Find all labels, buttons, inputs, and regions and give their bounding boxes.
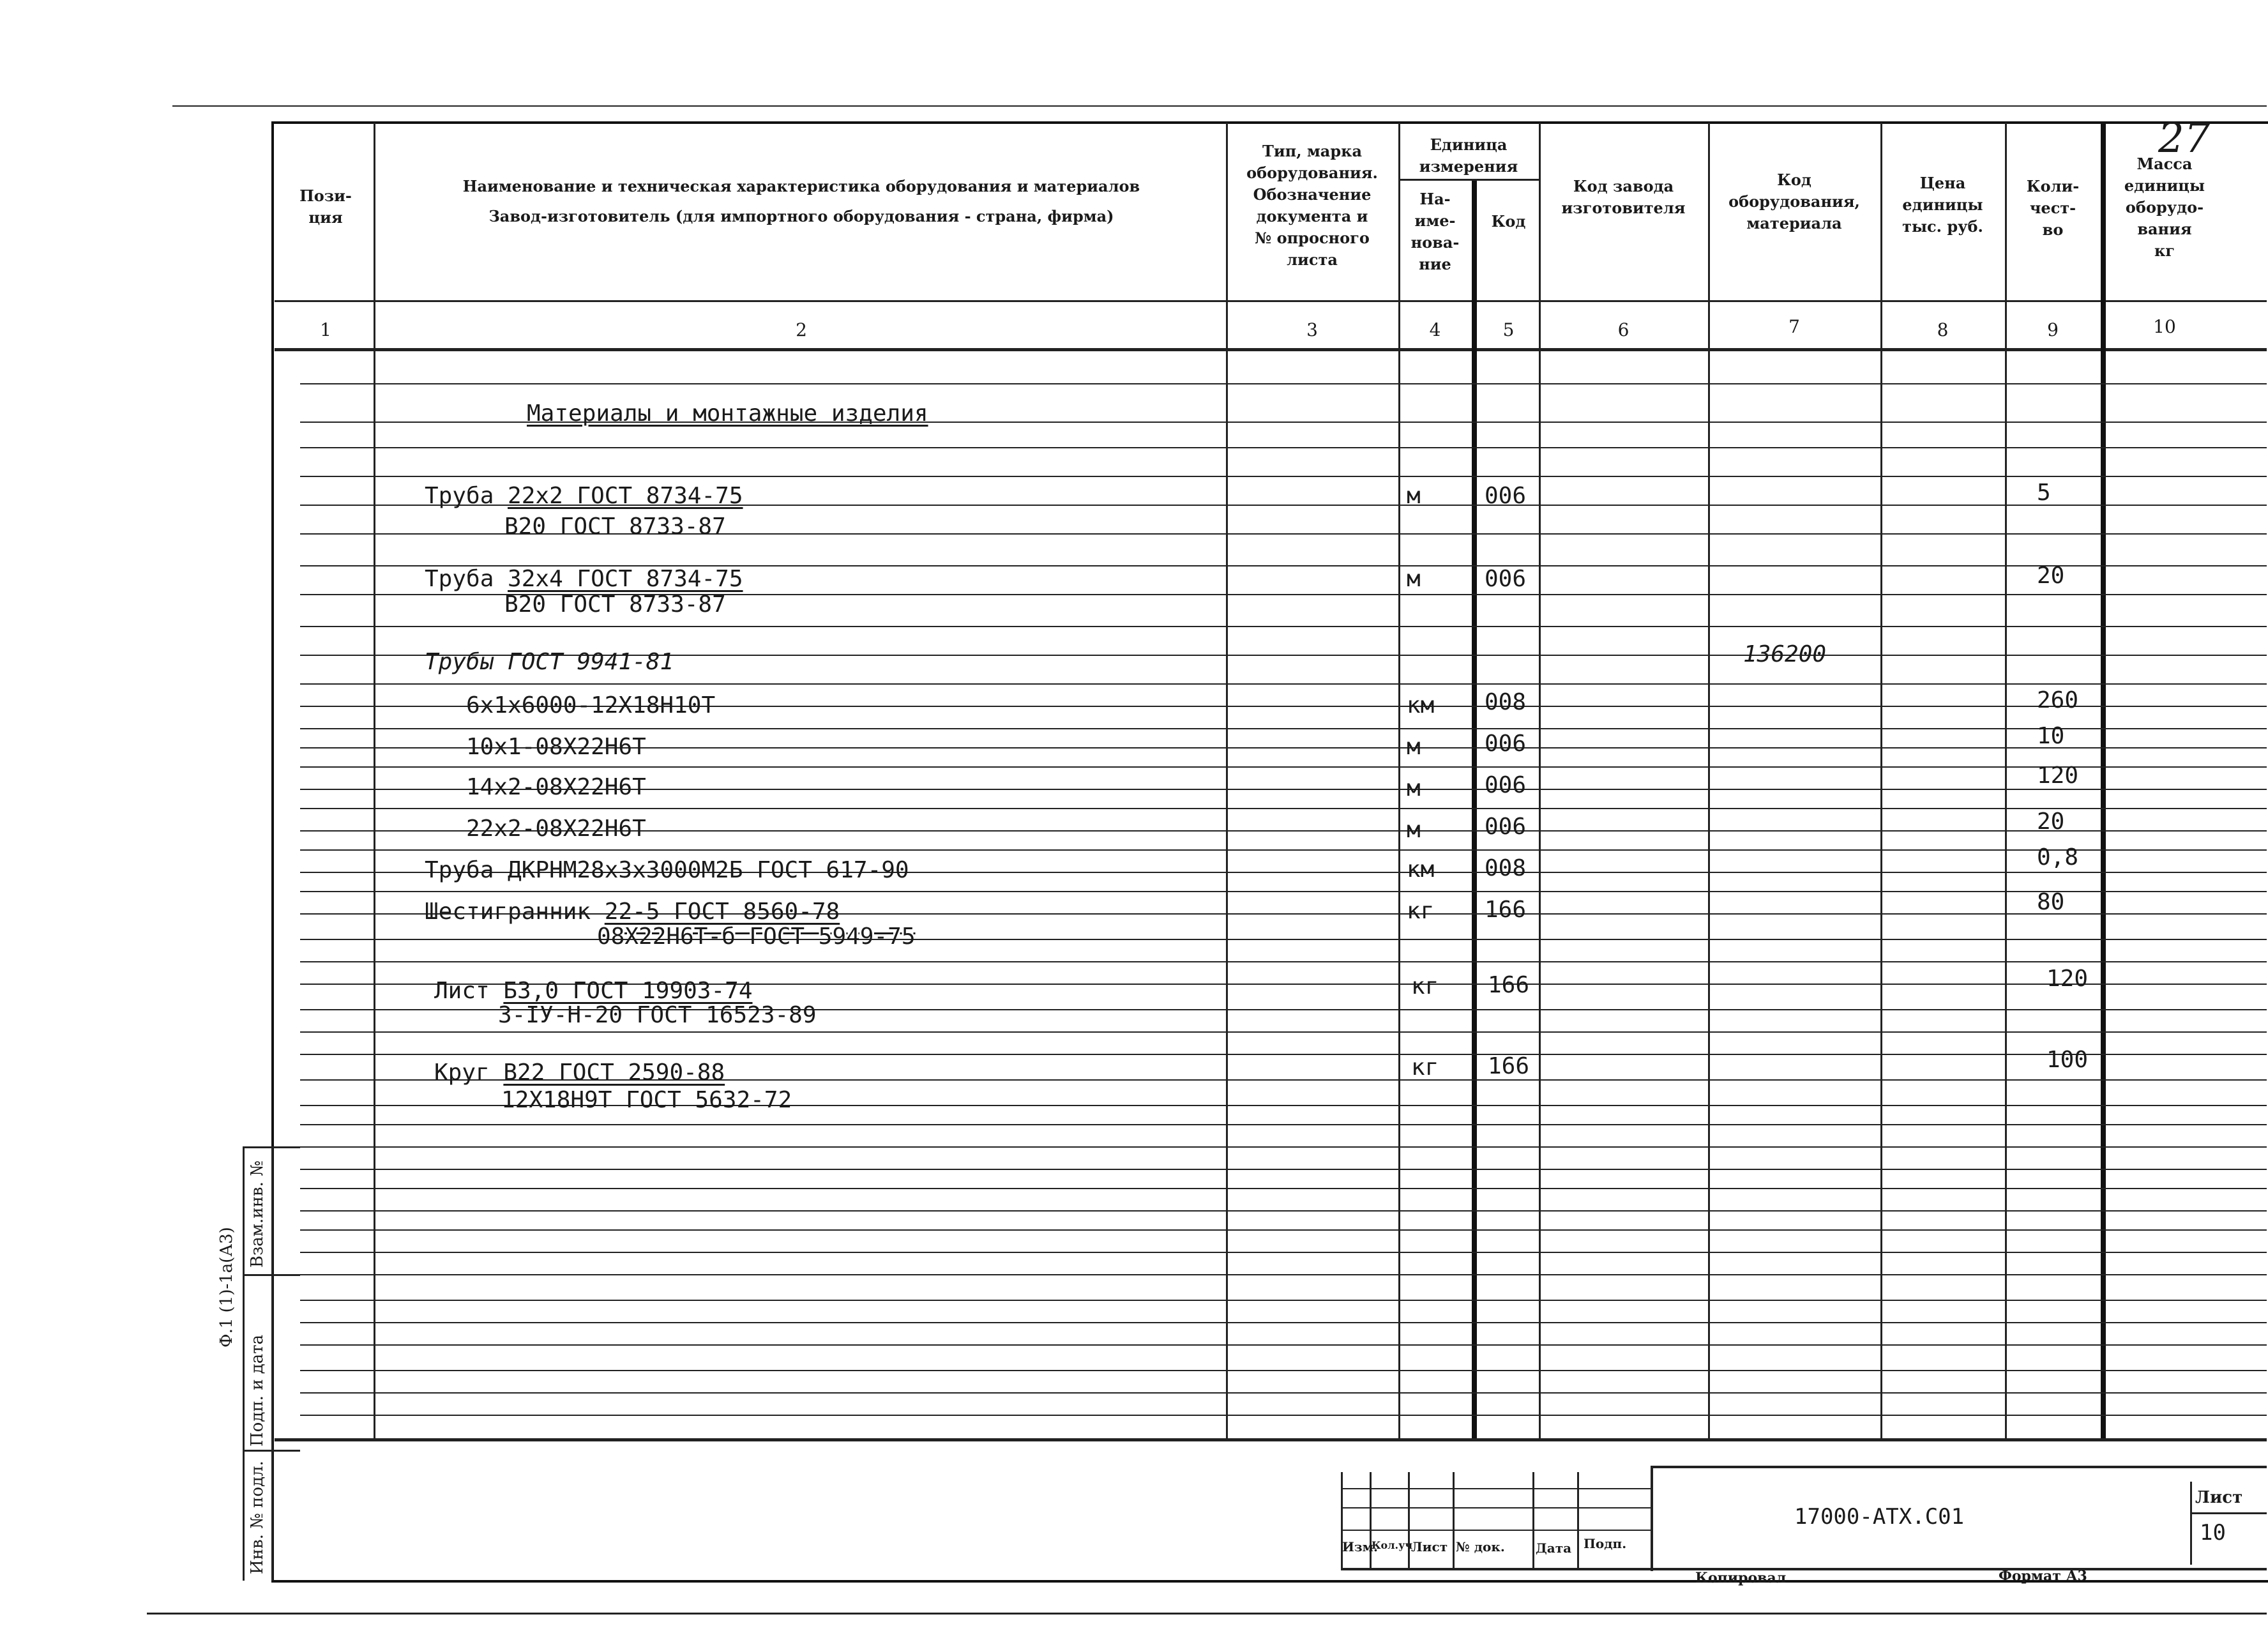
title-grid-row xyxy=(1341,1488,1651,1489)
col-sep-9 xyxy=(2101,123,2106,1438)
row-rule xyxy=(300,1188,2267,1189)
colnum-6: 6 xyxy=(1617,319,1629,340)
row-7-unit: м xyxy=(1407,817,1421,843)
row-7-code: 006 xyxy=(1485,814,1527,840)
header-unit-name: На- име- нова- ние xyxy=(1410,190,1460,273)
title-label-izm: Изм. xyxy=(1342,1539,1378,1554)
row-rule xyxy=(300,1415,2267,1416)
row-rule xyxy=(300,891,2267,892)
header-type: Тип, марка оборудования. Обозначение документа и № опросного листа xyxy=(1246,142,1378,269)
row-2-sub: В20 ГОСТ 8733-87 xyxy=(504,591,726,618)
row-9-unit: кг xyxy=(1407,898,1435,924)
row-10-name-underlined: Б3,0 ГОСТ 19903-74 xyxy=(503,978,753,1004)
row-5-code: 006 xyxy=(1485,731,1527,757)
row-rule xyxy=(300,1054,2267,1055)
row-2-code: 006 xyxy=(1485,566,1527,592)
colnum-5: 5 xyxy=(1502,319,1515,340)
col-sep-8 xyxy=(2005,123,2007,1438)
row-rule xyxy=(300,383,2267,384)
row-9-code: 166 xyxy=(1485,897,1527,923)
row-rule xyxy=(300,447,2267,448)
row-rule xyxy=(300,939,2267,940)
row-5-qty: 10 xyxy=(2037,723,2065,749)
row-5-unit: м xyxy=(1407,734,1421,760)
col-sep-2 xyxy=(1226,123,1228,1438)
header-position: Пози- ция xyxy=(299,186,352,227)
row-11-name-underlined: В22 ГОСТ 2590-88 xyxy=(503,1060,725,1086)
row-11-sub: 12Х18Н9Т ГОСТ 5632-72 xyxy=(501,1087,792,1113)
title-label-kolich: Кол.уч xyxy=(1372,1539,1413,1551)
header-bottom-line xyxy=(275,300,2267,302)
row-rule xyxy=(300,766,2267,768)
row-rule xyxy=(300,1322,2267,1323)
row-8-qty: 0,8 xyxy=(2037,844,2079,870)
row-10-name xyxy=(434,978,753,1004)
row-4-name: 6х1х6000-12Х18Н10Т xyxy=(466,692,716,718)
section-title: Материалы и монтажные изделия xyxy=(527,400,928,427)
colnum-8: 8 xyxy=(1937,319,1949,340)
row-rule xyxy=(300,1229,2267,1231)
row-1-sub: В20 ГОСТ 8733-87 xyxy=(504,513,726,540)
row-rule xyxy=(300,1344,2267,1346)
colnum-4: 4 xyxy=(1429,319,1441,340)
row-1-unit: м xyxy=(1407,483,1421,509)
header-name-line2: Завод-изготовитель (для импортного оборудования - страна, фирма) xyxy=(488,207,1114,225)
row-rule xyxy=(300,683,2267,685)
header-name-line1: Наименование и техническая характеристика оборудования и материалов xyxy=(462,177,1140,195)
stamp-strip-sep1 xyxy=(243,1274,300,1276)
row-3-name: Трубы ГОСТ 9941-81 xyxy=(425,649,674,675)
title-label-sign: Подп. xyxy=(1584,1536,1627,1551)
header-price: Цена единицы тыс. руб. xyxy=(1902,174,1983,236)
row-8-unit: км xyxy=(1407,856,1435,883)
row-10-qty: 120 xyxy=(2046,966,2089,992)
title-grid-row xyxy=(1341,1507,1651,1508)
sheet-label: Лист xyxy=(2195,1488,2243,1507)
title-grid-col xyxy=(1408,1472,1410,1568)
colnum-bottom-line xyxy=(275,348,2267,351)
row-9-name-prefix: Шестигранник xyxy=(425,899,605,925)
row-11-unit: кг xyxy=(1411,1054,1439,1081)
stamp-strip-sep2 xyxy=(243,1450,300,1452)
header-quantity: Коли- чест- во xyxy=(2026,177,2080,239)
row-11-qty: 100 xyxy=(2046,1047,2089,1073)
stamp-strip-left xyxy=(243,1146,245,1581)
table-bottom-line xyxy=(275,1438,2267,1441)
row-rule xyxy=(300,849,2267,851)
bottom-edge-line xyxy=(147,1613,2267,1615)
row-rule xyxy=(300,476,2267,477)
colnum-2: 2 xyxy=(796,319,807,340)
title-block-sheet-sep xyxy=(2190,1482,2192,1565)
header-unit-group: Единица измерения xyxy=(1419,135,1518,176)
stamp-strip-mid xyxy=(271,1146,273,1581)
row-4-code: 008 xyxy=(1485,689,1527,715)
row-6-unit: м xyxy=(1407,775,1421,802)
row-rule xyxy=(300,1274,2267,1275)
row-2-name-prefix: Труба xyxy=(425,566,508,592)
row-rule xyxy=(300,1392,2267,1394)
row-rule xyxy=(300,626,2267,627)
row-6-code: 006 xyxy=(1485,772,1527,798)
colnum-9: 9 xyxy=(2047,319,2059,340)
row-rule xyxy=(300,808,2267,809)
col-sep-1 xyxy=(374,123,375,1438)
title-block-bottom xyxy=(1341,1568,2267,1570)
row-6-name: 14х2-08Х22Н6Т xyxy=(466,774,646,800)
row-10-name-prefix: Лист xyxy=(434,978,504,1004)
row-2-name xyxy=(425,566,743,592)
copied-label: Копировал xyxy=(1695,1570,1787,1586)
stamp-signature-date: Подп. и дата xyxy=(248,1334,267,1447)
title-label-doc: № док. xyxy=(1456,1539,1505,1554)
title-label-list: Лист xyxy=(1411,1539,1448,1554)
row-rule xyxy=(300,1031,2267,1033)
row-9-sub: 08Х22Н6Т-б ГОСТ 5949-75 xyxy=(597,923,916,950)
header-mass: Масса единицы оборудо- вания кг xyxy=(2124,155,2205,260)
sheet-label-line xyxy=(2190,1512,2267,1514)
row-3-material-code: 136200 xyxy=(1743,641,1827,667)
colnum-10: 10 xyxy=(2153,316,2176,337)
row-5-name: 10х1-08Х22Н6Т xyxy=(466,734,646,760)
row-7-qty: 20 xyxy=(2037,809,2065,835)
row-rule xyxy=(300,1210,2267,1212)
row-10-sub: 3-IУ-Н-20 ГОСТ 16523-89 xyxy=(498,1002,817,1028)
header-plant-code: Код завода изготовителя xyxy=(1561,177,1686,217)
colnum-3: 3 xyxy=(1306,319,1318,340)
title-grid-col xyxy=(1532,1472,1534,1568)
col-sep-6 xyxy=(1708,123,1710,1438)
row-4-unit: км xyxy=(1407,692,1435,718)
row-9-name-underlined: 22-5 ГОСТ 8560-78 xyxy=(604,899,840,925)
title-grid-col xyxy=(1577,1472,1579,1568)
col-sep-7 xyxy=(1880,123,1882,1438)
colnum-1: 1 xyxy=(320,319,331,340)
col-sep-3 xyxy=(1398,123,1400,1438)
row-8-code: 008 xyxy=(1485,855,1527,881)
header-unit-code: Код xyxy=(1491,212,1526,231)
col-sep-5 xyxy=(1539,123,1541,1438)
row-1-name xyxy=(425,483,743,509)
title-grid-col xyxy=(1651,1472,1652,1568)
document-code: 17000-АТХ.С01 xyxy=(1794,1504,1965,1530)
title-grid-col xyxy=(1453,1472,1455,1568)
row-7-name: 22х2-08Х22Н6Т xyxy=(466,816,646,842)
row-rule xyxy=(300,728,2267,729)
row-1-name-prefix: Труба xyxy=(425,483,508,509)
row-1-code: 006 xyxy=(1485,483,1527,509)
row-rule xyxy=(300,1252,2267,1253)
row-11-name xyxy=(434,1060,725,1086)
row-11-code: 166 xyxy=(1488,1053,1530,1079)
row-4-qty: 260 xyxy=(2037,687,2079,713)
stamp-format-code: Ф.1 (1)-1а(А3) xyxy=(217,1227,236,1348)
row-rule xyxy=(300,961,2267,962)
unit-header-split xyxy=(1398,179,1539,181)
format-label: Формат А3 xyxy=(1999,1568,2087,1584)
row-10-unit: кг xyxy=(1411,973,1439,999)
row-rule xyxy=(300,1169,2267,1170)
title-grid-row xyxy=(1341,1530,1651,1531)
row-rule xyxy=(300,1146,2267,1148)
row-1-name-underlined: 22х2 ГОСТ 8734-75 xyxy=(508,483,743,509)
row-10-code: 166 xyxy=(1488,972,1530,998)
stamp-inv-replaced: Взам.инв. № xyxy=(248,1160,267,1268)
row-9-qty: 80 xyxy=(2037,889,2065,915)
row-rule xyxy=(300,1370,2267,1371)
title-label-date: Дата xyxy=(1536,1540,1572,1556)
title-block-top xyxy=(1651,1466,2267,1468)
sheet-number: 10 xyxy=(2200,1520,2226,1546)
row-rule xyxy=(300,1300,2267,1301)
sheet-frame xyxy=(271,121,2268,1583)
top-edge-line xyxy=(172,105,2267,107)
row-8-name: Труба ДКРНМ28х3х3000М2Б ГОСТ 617-90 xyxy=(425,857,909,883)
colnum-7: 7 xyxy=(1788,316,1800,337)
handwritten-sheet-number: 27 xyxy=(2158,115,2211,162)
row-9-name xyxy=(425,899,840,925)
row-2-name-underlined: 32х4 ГОСТ 8734-75 xyxy=(508,566,743,592)
row-1-qty: 5 xyxy=(2037,480,2051,506)
stamp-inv-original: Инв. № подл. xyxy=(248,1461,267,1574)
row-6-qty: 120 xyxy=(2037,763,2079,789)
row-2-qty: 20 xyxy=(2037,563,2065,589)
stamp-strip-top xyxy=(243,1146,300,1148)
row-11-name-prefix: Круг xyxy=(434,1060,504,1086)
row-rule xyxy=(300,1124,2267,1125)
header-equip-code: Код оборудования, материала xyxy=(1728,171,1860,232)
row-2-unit: м xyxy=(1407,566,1421,592)
